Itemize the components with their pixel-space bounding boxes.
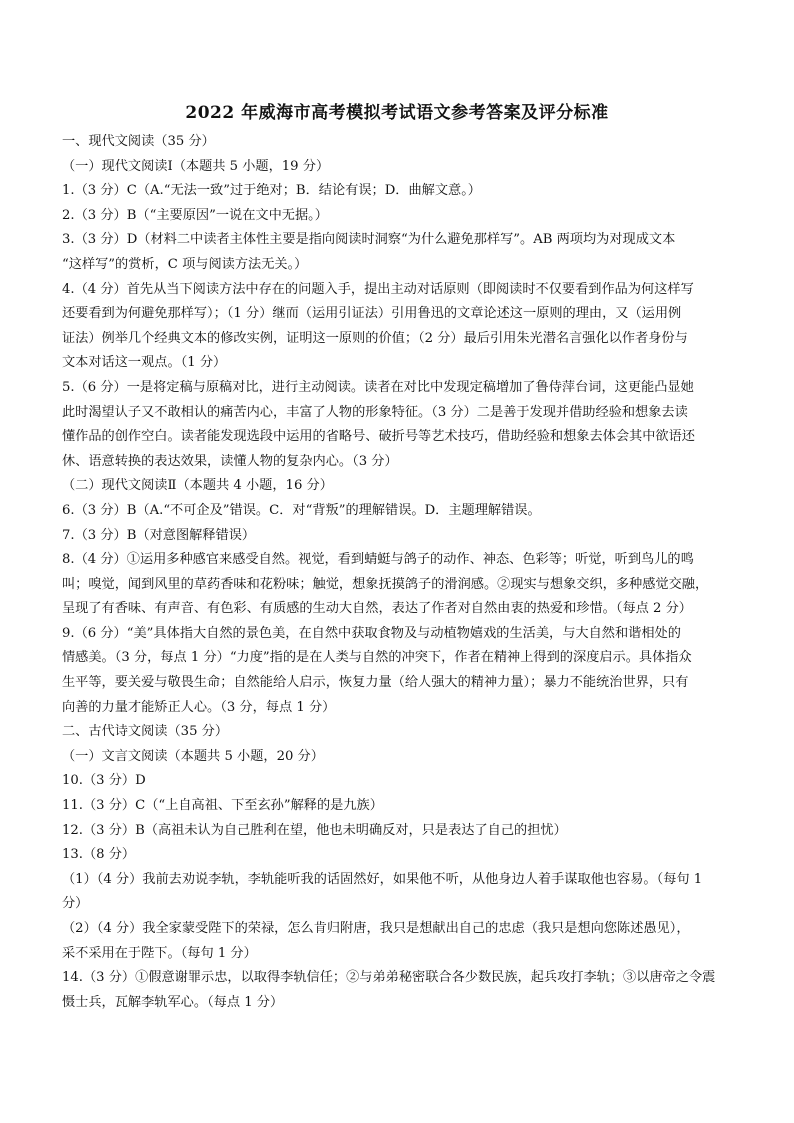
text-line: 11.（3 分）C（“上自高祖、下至玄孙”解释的是九族） bbox=[62, 798, 383, 814]
document-title: 2022 年威海市高考模拟考试语文参考答案及评分标准 bbox=[185, 103, 609, 123]
text-line: （1）（4 分）我前去劝说李轨，李轨能听我的话固然好，如果他不听，从他身边人着手谋取他也容易。（每句 1 bbox=[62, 871, 703, 887]
text-line: 9.（6 分）“美”具体指大自然的景色美，在自然中获取食物及与动植物嬉戏的生活美，与大自然和谐相处的 bbox=[62, 625, 681, 641]
text-line: 5.（6 分）一是将定稿与原稿对比，进行主动阅读。读者在对比中发现定稿增加了鲁侍萍台词，这更能凸显她 bbox=[62, 379, 694, 395]
text-line: 慑士兵，瓦解李轨军心。（每点 1 分） bbox=[62, 994, 284, 1010]
text-line: 3.（3 分）D（材料二中读者主体性主要是指向阅读时洞察“为什么避免那样写”。AB 两项均为对现成文本 bbox=[62, 232, 676, 248]
text-line: 懂作品的创作空白。读者能发现选段中运用的省略号、破折号等艺术技巧，借助经验和想象去体会其中欲语还 bbox=[62, 429, 695, 445]
text-line: 7.（3 分）B（对意图解释错误） bbox=[62, 527, 256, 543]
text-line: 呈现了有香味、有声音、有色彩、有质感的生动大自然，表达了作者对自然由衷的热爱和珍惜。（每点 2 分） bbox=[62, 601, 692, 617]
text-line: （二）现代文阅读Ⅱ（本题共 4 小题，16 分） bbox=[62, 478, 333, 494]
text-line: 采不采用在于陛下。（每句 1 分） bbox=[62, 945, 257, 961]
text-line: 还要看到为何避免那样写）；（1 分）继而（运用引证法）引用鲁迅的文章论述这一原则的理由，又（运用例 bbox=[62, 306, 682, 322]
text-line: 生平等，要关爱与敬畏生命；自然能给人启示，恢复力量（给人强大的精神力量）；暴力不能统治世界，只有 bbox=[62, 675, 689, 691]
text-line: （2）（4 分）我全家蒙受陛下的荣禄，怎么肯归附唐，我只是想献出自己的忠虑（我只是想向您陈述愚见）， bbox=[62, 921, 690, 936]
text-line: 10.（3 分）D bbox=[62, 773, 146, 789]
text-line: 文本对话这一观点。（1 分） bbox=[62, 355, 227, 371]
text-line: 2.（3 分）B（“主要原因”一说在文中无据。） bbox=[62, 207, 328, 223]
text-line: 12.（3 分）B（高祖未认为自己胜利在望，他也未明确反对，只是表达了自己的担忧） bbox=[62, 822, 567, 838]
text-line: （一）现代文阅读Ⅰ（本题共 5 小题，19 分） bbox=[62, 158, 330, 174]
text-line: 二、古代诗文阅读（35 分） bbox=[62, 724, 229, 740]
text-line: 休、语意转换的表达效果，读懂人物的复杂内心。（3 分） bbox=[62, 453, 398, 469]
text-line: 此时渴望认子又不敢相认的痛苦内心，丰富了人物的形象特征。（3 分）二是善于发现并借助经验和想象去读 bbox=[62, 404, 688, 420]
text-line: 向善的力量才能矫正人心。（3 分，每点 1 分） bbox=[62, 699, 336, 715]
text-line: 情感美。（3 分，每点 1 分）“力度”指的是在人类与自然的冲突下，作者在精神上得到的深度启示。具体指众 bbox=[62, 650, 692, 666]
text-line: 1.（3 分）C（A.“无法一致”过于绝对；B．结论有误；D．曲解文意。） bbox=[62, 183, 481, 199]
text-line: 14.（3 分）①假意谢罪示忠，以取得李轨信任；②与弟弟秘密联合各少数民族，起兵攻打李轨；③以唐帝之令震 bbox=[62, 970, 716, 986]
text-line: “这样写”的赏析，C 项与阅读方法无关。） bbox=[62, 256, 308, 272]
text-line: 13.（8 分） bbox=[62, 847, 136, 863]
text-line: 4.（4 分）首先从当下阅读方法中存在的问题入手，提出主动对话原则（即阅读时不仅要看到作品为何这样写 bbox=[62, 281, 694, 297]
answer-content bbox=[62, 130, 734, 1015]
text-line: 叫；嗅觉，闻到风里的草药香味和花粉味；触觉，想象抚摸鸽子的滑润感。②现实与想象交织，多种感觉交融， bbox=[62, 576, 709, 592]
text-line: 8.（4 分）①运用多种感官来感受自然。视觉，看到蜻蜓与鸽子的动作、神态、色彩等；听觉，听到鸟儿的鸣 bbox=[62, 552, 694, 568]
text-line: 分） bbox=[62, 896, 89, 912]
text-line: （一）文言文阅读（本题共 5 小题，20 分） bbox=[62, 748, 324, 764]
text-line: 6.（3 分）B（A.“不可企及”错误。C．对“背叛”的理解错误。D．主题理解错误。 bbox=[62, 502, 541, 518]
text-line: 证法）例举几个经典文本的修改实例，证明这一原则的价值；（2 分）最后引用朱光潜名言强化以作者身份与 bbox=[62, 330, 688, 346]
text-line: 一、现代文阅读（35 分） bbox=[62, 134, 215, 149]
